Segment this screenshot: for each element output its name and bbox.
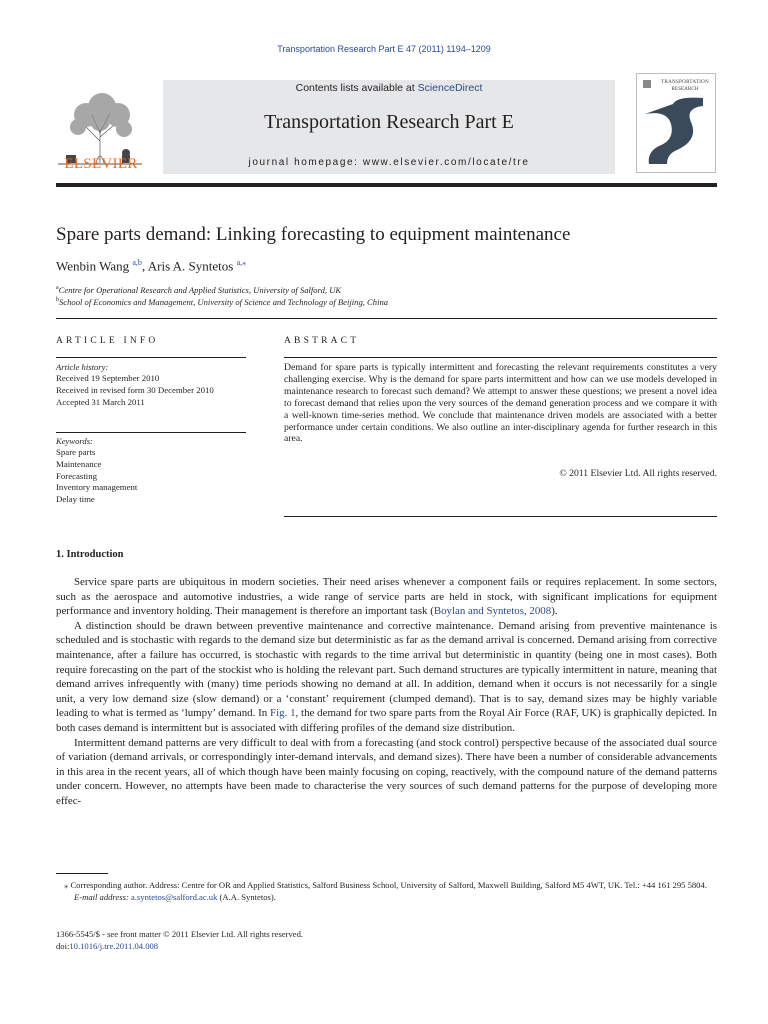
article-info-divider <box>56 357 246 358</box>
sciencedirect-link[interactable]: ScienceDirect <box>417 82 483 94</box>
keyword: Maintenance <box>56 458 102 469</box>
contents-availability: Contents lists available at ScienceDirect <box>295 82 483 94</box>
keyword: Spare parts <box>56 447 96 457</box>
paragraph: Intermittent demand patterns are very difficult to deal with from a forecasting (and stock control) perspective because of the associated dual source of variation (demand arrivals, or correspondingly inter-demand intervals, and demand sizes). There have been a number of considerable advancements in this area in the recent years, all of which though have been mainly focusing on coping, reactively, with the compound nature of the demand patterns under concern. However, no attempts have been made to characterise the very sources of such demand patterns for the purpose of developing more effec- <box>56 736 717 807</box>
history-entry: Received 19 September 2010 <box>56 373 160 383</box>
abstract-heading: ABSTRACT <box>284 336 360 346</box>
article-title: Spare parts demand: Linking forecasting to equipment maintenance <box>56 224 571 245</box>
journal-citation[interactable]: Transportation Research Part E 47 (2011) 1194–1209 <box>277 44 491 54</box>
front-matter <box>56 928 303 952</box>
header-divider <box>56 183 717 187</box>
doi-line: doi:10.1016/j.tre.2011.04.008 <box>56 941 159 951</box>
history-entry: Received in revised form 30 December 2010 <box>56 384 214 395</box>
history-entry: Accepted 31 March 2011 <box>56 396 145 407</box>
paragraph: Service spare parts are ubiquitous in modern societies. Their need arises whenever a component fails or requires replacement. In some sectors, such as the aerospace and automotive industries, a wide range of service parts are held in stock, with significant implications for equipment performance and inventory holding. Their management is therefore an important task (Boylan and Syntetos, 2008). <box>56 576 717 618</box>
introduction-body <box>56 575 717 809</box>
author-affiliation-mark[interactable]: a,b <box>132 258 142 267</box>
author-separator: , <box>141 258 148 274</box>
cover-title: TRANSPORTATION <box>661 79 709 85</box>
keywords-divider <box>56 432 246 433</box>
footnote-mark: ⁎ <box>64 880 69 890</box>
article-history-list <box>56 373 214 408</box>
author-name: Wenbin Wang <box>56 258 130 274</box>
author-affiliation-mark[interactable]: a,⁎ <box>236 258 247 267</box>
cover-subtitle: RESEARCH <box>671 86 699 92</box>
keyword-list <box>56 447 137 506</box>
figure-link[interactable]: Fig. 1 <box>270 707 296 720</box>
citation-link[interactable]: Boylan and Syntetos, 2008 <box>433 605 552 618</box>
section-divider <box>56 318 717 319</box>
abstract-divider <box>284 357 717 358</box>
author-list <box>56 258 246 274</box>
doi-link[interactable]: 10.1016/j.tre.2011.04.008 <box>69 941 159 951</box>
abstract-text: Demand for spare parts is typically intermittent and forecasting the relevant requirements constitutes a very challenging exercise. Why is the demand for spare parts intermittent and how can we use models developed in maintenance research to forecast such demand? We attempt to answer these questions; we present a novel idea to forecast demand that relies upon the very sources of the demand generation process and we compare it with a well-known time-series method. We conclude that maintenance driven models are associated with a better performance under certain conditions. We also outline an inter-disciplinary agenda for further research in this area. <box>284 362 717 445</box>
corresponding-author-footnote: ⁎ Corresponding author. Address: Centre for OR and Applied Statistics, Salford Business School, University of Salford, Maxwell Building, Salford M5 4WT, UK. Tel.: +44 161 295 5804. E-mail address: a.syntetos@salford.ac.uk (A.A. Syntetos). <box>64 880 707 902</box>
footnote-divider <box>56 873 108 874</box>
affiliation: $^b$School of Economics and Management, University of Science and Technology of Beijing, China <box>56 297 389 307</box>
abstract-bottom-divider <box>284 516 717 517</box>
publisher-wordmark: ELSEVIER <box>64 156 138 172</box>
keywords-label: Keywords: <box>56 436 93 446</box>
section-heading-introduction: 1. Introduction <box>56 549 124 560</box>
email-link[interactable]: a.syntetos@salford.ac.uk <box>130 892 218 902</box>
article-history-label: Article history: <box>56 362 109 372</box>
keyword: Delay time <box>56 494 95 505</box>
journal-title: Transportation Research Part E <box>264 111 514 133</box>
copyright-notice: © 2011 Elsevier Ltd. All rights reserved. <box>559 468 717 479</box>
issn-line: 1366-5545/$ - see front matter © 2011 Elsevier Ltd. All rights reserved. <box>56 929 304 939</box>
article-info-heading: ARTICLE INFO <box>56 336 159 346</box>
journal-homepage[interactable]: journal homepage: www.elsevier.com/locate/tre <box>248 157 530 168</box>
affiliation: $^a$Centre for Operational Research and Applied Statistics, University of Salford, UK <box>56 285 342 295</box>
keyword: Forecasting <box>56 470 98 481</box>
paragraph: A distinction should be drawn between preventive maintenance and corrective maintenance. Demand arising from preventive maintenance is scheduled and is stochastic with regards to the demand size but deterministic as far as the demand arrival is concerned. Demand arising from corrective maintenance, after a failure has occurred, is stochastic with regards to the time arrival but deterministic in quantity (being one in most cases). Both require forecasting on the part of the stockist who is holding the relevant part. Such demand structures are typically intermittent in nature, meaning that demand arrives infrequently with (many) time periods showing no demand at all. In addition, demand when it occurs is not necessarily for a single unit, a very low demand size (slow demand) or a ‘constant’ requirement (clumped demand). That is to say, demand sizes may be highly variable leading to what is termed as ‘lumpy’ demand. In Fig. 1, the demand for two spare parts from the Royal Air Force (RAF, UK) is graphically depicted. In both cases demand is intermittent but is associated with differing profiles of the demand size distribution. <box>56 619 717 734</box>
keyword: Inventory management <box>56 482 138 493</box>
author-name: Aris A. Syntetos <box>147 258 234 274</box>
